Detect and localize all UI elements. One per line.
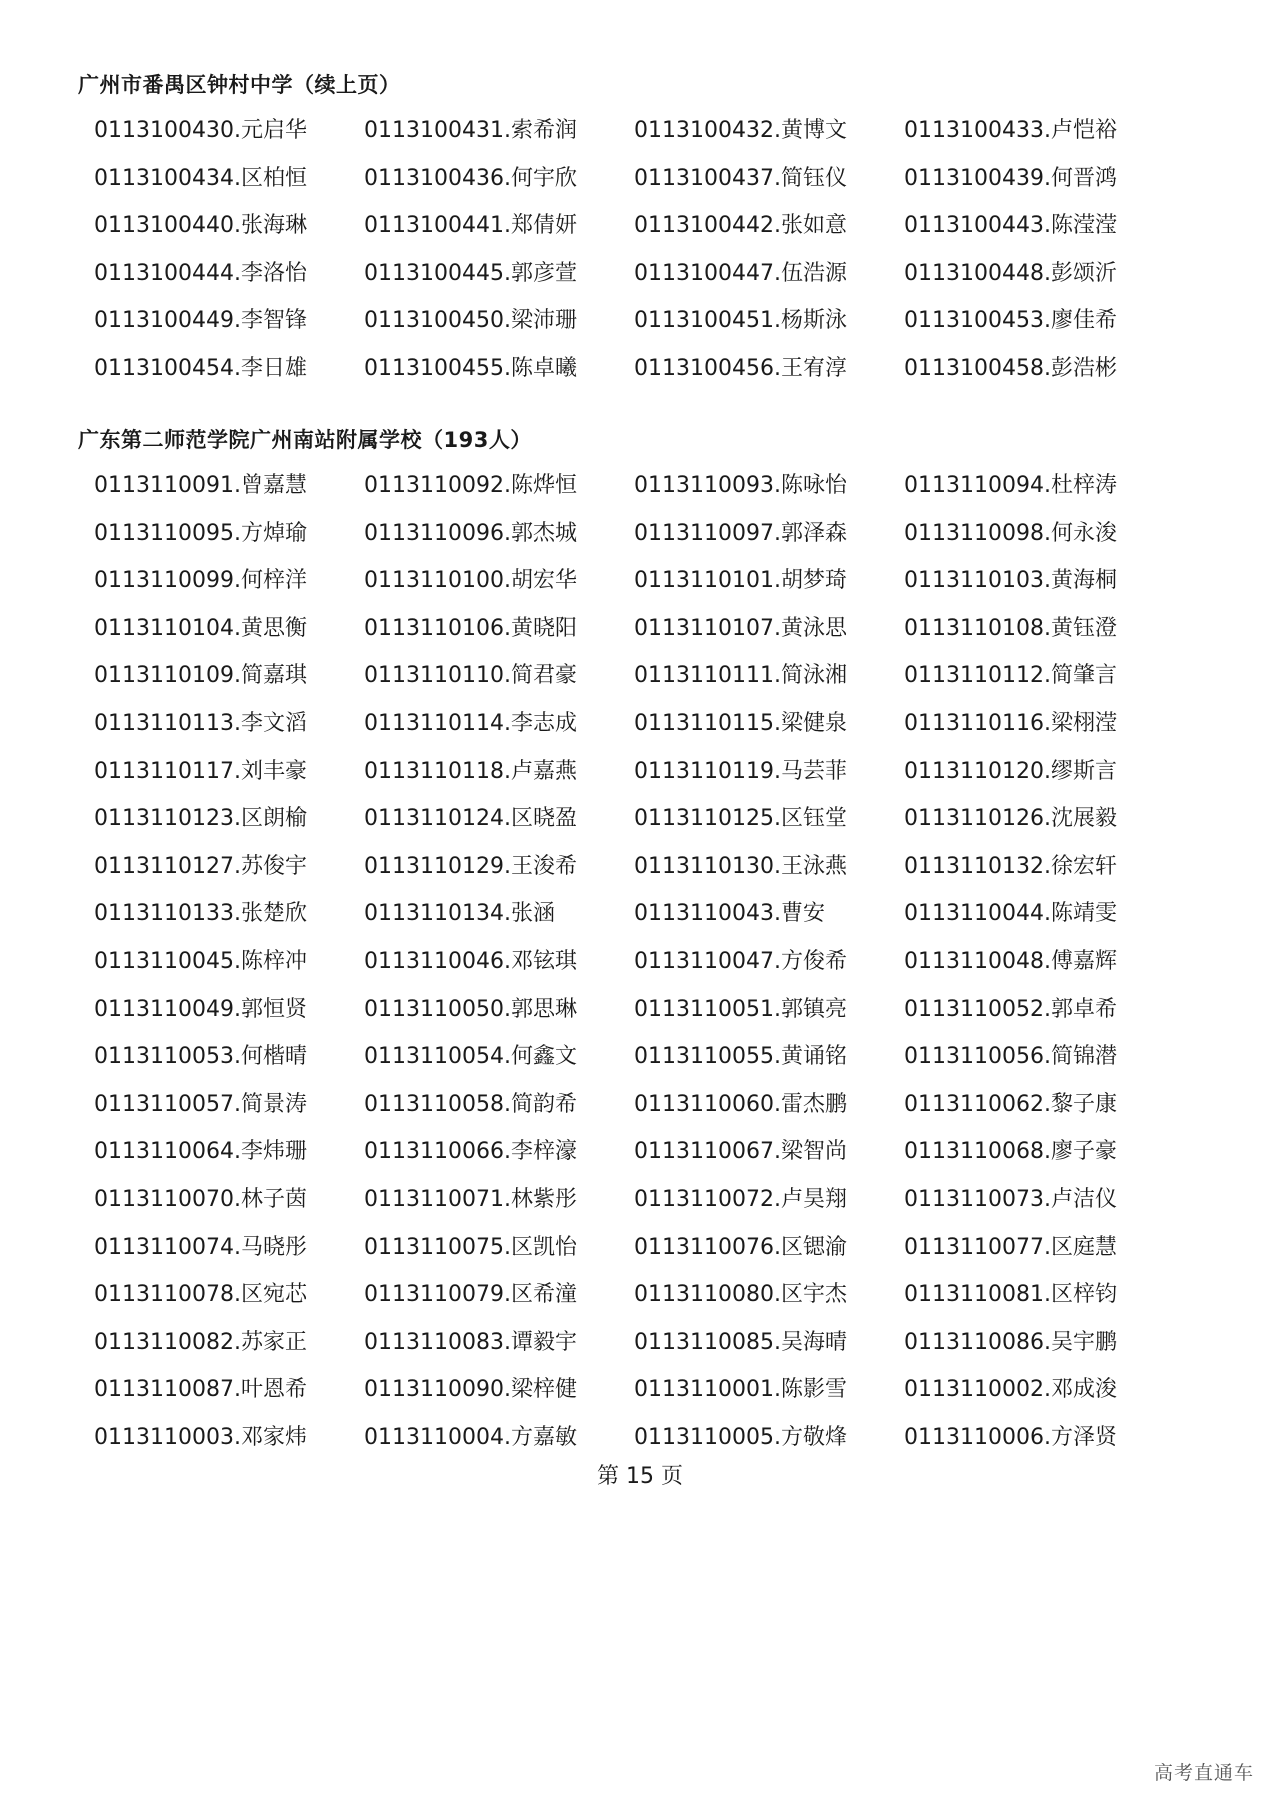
- section-heading: 广州市番禺区钟村中学（续上页）: [78, 73, 401, 97]
- student-entry: 0113110107.黄泳思: [634, 615, 847, 641]
- student-entry: 0113110110.简君豪: [364, 663, 577, 689]
- student-entry: 0113110066.李梓濠: [364, 1139, 577, 1165]
- student-entry: 0113110002.邓成浚: [904, 1377, 1117, 1403]
- student-entry: 0113100436.何宇欣: [364, 165, 577, 191]
- student-entry: 0113110132.徐宏轩: [904, 853, 1117, 879]
- student-entry: 0113110119.马芸菲: [634, 758, 847, 784]
- student-entry: 0113110106.黄晓阳: [364, 615, 577, 641]
- student-entry: 0113110116.梁栩滢: [904, 710, 1117, 736]
- student-entry: 0113110097.郭泽森: [634, 520, 847, 546]
- student-entry: 0113110096.郭杰城: [364, 520, 577, 546]
- student-entry: 0113110099.何梓洋: [94, 568, 307, 594]
- student-entry: 0113110120.缪斯言: [904, 758, 1117, 784]
- student-entry: 0113100448.彭颂沂: [904, 260, 1117, 286]
- student-entry: 0113110058.简韵希: [364, 1091, 577, 1117]
- student-entry: 0113110133.张楚欣: [94, 901, 307, 927]
- student-entry: 0113110108.黄钰澄: [904, 615, 1117, 641]
- student-entry: 0113100430.元启华: [94, 118, 307, 143]
- student-entry: 0113110103.黄海桐: [904, 568, 1117, 594]
- student-entry: 0113110101.胡梦琦: [634, 568, 847, 594]
- student-entry: 0113110125.区钰堂: [634, 806, 847, 832]
- student-entry: 0113110004.方嘉敏: [364, 1424, 577, 1450]
- student-entry: 0113110051.郭镇亮: [634, 996, 847, 1022]
- student-entry: 0113100454.李日雄: [94, 355, 307, 381]
- student-entry: 0113100447.伍浩源: [634, 260, 847, 286]
- student-entry: 0113110055.黄诵铭: [634, 1044, 847, 1070]
- student-entry: 0113100439.何晋鸿: [904, 165, 1117, 191]
- student-entry: 0113110074.马晓彤: [94, 1234, 307, 1260]
- student-entry: 0113110090.梁梓健: [364, 1377, 577, 1403]
- student-entry: 0113110073.卢洁仪: [904, 1186, 1117, 1212]
- student-entry: 0113110083.谭毅宇: [364, 1329, 577, 1355]
- watermark: 高考直通车: [1153, 1762, 1254, 1784]
- student-entry: 0113110095.方焯瑜: [94, 520, 307, 546]
- student-entry: 0113110129.王浚希: [364, 853, 577, 879]
- student-entry: 0113110070.林子茵: [94, 1186, 307, 1212]
- student-entry: 0113100445.郭彦萱: [364, 260, 577, 286]
- student-entry: 0113110113.李文滔: [94, 710, 307, 736]
- student-list: [94, 462, 1198, 1461]
- student-entry: 0113110124.区晓盈: [364, 806, 577, 832]
- student-entry: 0113110054.何鑫文: [364, 1044, 577, 1070]
- student-entry: 0113100444.李洛怡: [94, 260, 307, 286]
- student-entry: 0113100431.索希润: [364, 118, 577, 143]
- student-entry: 0113110082.苏家正: [94, 1329, 307, 1355]
- student-entry: 0113100458.彭浩彬: [904, 355, 1117, 381]
- school-section: [78, 425, 1198, 1461]
- student-entry: 0113110048.傅嘉辉: [904, 948, 1117, 974]
- student-entry: 0113100451.杨斯泳: [634, 308, 847, 334]
- student-entry: 0113110109.简嘉琪: [94, 663, 307, 689]
- student-entry: 0113110043.曹安: [634, 901, 825, 927]
- student-entry: 0113110087.叶恩希: [94, 1377, 307, 1403]
- student-entry: 0113100441.郑倩妍: [364, 213, 577, 239]
- student-entry: 0113110126.沈展毅: [904, 806, 1117, 832]
- student-entry: 0113110077.区庭慧: [904, 1234, 1117, 1260]
- student-entry: 0113110078.区宛芯: [94, 1282, 307, 1308]
- student-entry: 0113100434.区柏恒: [94, 165, 307, 191]
- student-entry: 0113110111.简泳湘: [634, 663, 847, 689]
- student-entry: 0113110046.邓铉琪: [364, 948, 577, 974]
- student-entry: 0113100449.李智锋: [94, 308, 307, 334]
- student-entry: 0113110114.李志成: [364, 710, 577, 736]
- student-entry: 0113110044.陈靖雯: [904, 901, 1117, 927]
- student-entry: 0113110093.陈咏怡: [634, 473, 847, 498]
- student-entry: 0113110071.林紫彤: [364, 1186, 577, 1212]
- student-entry: 0113110075.区凯怡: [364, 1234, 577, 1260]
- student-entry: 0113110086.吴宇鹏: [904, 1329, 1117, 1355]
- student-entry: 0113100453.廖佳希: [904, 308, 1117, 334]
- student-entry: 0113110085.吴海晴: [634, 1329, 847, 1355]
- student-entry: 0113110062.黎子康: [904, 1091, 1117, 1117]
- student-entry: 0113110060.雷杰鹏: [634, 1091, 847, 1117]
- student-entry: 0113110050.郭思琳: [364, 996, 577, 1022]
- student-entry: 0113100437.简钰仪: [634, 165, 847, 191]
- page-number: 第 15 页: [597, 1464, 683, 1489]
- student-entry: 0113110104.黄思衡: [94, 615, 307, 641]
- student-entry: 0113110006.方泽贤: [904, 1424, 1117, 1450]
- student-entry: 0113110056.简锦潜: [904, 1044, 1117, 1070]
- student-entry: 0113100433.卢恺裕: [904, 118, 1117, 143]
- student-entry: 0113110117.刘丰豪: [94, 758, 307, 784]
- student-entry: 0113100455.陈卓曦: [364, 355, 577, 381]
- student-entry: 0113110072.卢昊翔: [634, 1186, 847, 1212]
- student-entry: 0113110079.区希潼: [364, 1282, 577, 1308]
- student-entry: 0113110080.区宇杰: [634, 1282, 847, 1308]
- student-entry: 0113100432.黄博文: [634, 118, 847, 143]
- student-entry: 0113110123.区朗榆: [94, 806, 307, 832]
- student-entry: 0113110067.梁智尚: [634, 1139, 847, 1165]
- student-entry: 0113110003.邓家炜: [94, 1424, 307, 1450]
- student-entry: 0113110127.苏俊宇: [94, 853, 307, 879]
- student-entry: 0113110053.何楷晴: [94, 1044, 307, 1070]
- student-entry: 0113100443.陈滢滢: [904, 213, 1117, 239]
- student-entry: 0113110118.卢嘉燕: [364, 758, 577, 784]
- student-entry: 0113110064.李炜珊: [94, 1139, 307, 1165]
- student-entry: 0113110081.区梓钧: [904, 1282, 1117, 1308]
- student-entry: 0113110076.区锶渝: [634, 1234, 847, 1260]
- school-section: [78, 70, 1198, 393]
- student-entry: 0113110112.简肇言: [904, 663, 1117, 689]
- student-entry: 0113110052.郭卓希: [904, 996, 1117, 1022]
- student-entry: 0113110100.胡宏华: [364, 568, 577, 594]
- student-entry: 0113110098.何永浚: [904, 520, 1117, 546]
- student-entry: 0113110047.方俊希: [634, 948, 847, 974]
- student-entry: 0113110005.方敬烽: [634, 1424, 847, 1450]
- student-entry: 0113110134.张涵: [364, 901, 555, 927]
- student-entry: 0113100442.张如意: [634, 213, 847, 239]
- student-entry: 0113100450.梁沛珊: [364, 308, 577, 334]
- student-entry: 0113110068.廖子豪: [904, 1139, 1117, 1165]
- student-entry: 0113100456.王宥淳: [634, 355, 847, 381]
- student-entry: 0113110045.陈梓冲: [94, 948, 307, 974]
- student-entry: 0113110001.陈影雪: [634, 1377, 847, 1403]
- student-list: [94, 107, 1198, 393]
- student-entry: 0113110049.郭恒贤: [94, 996, 307, 1022]
- student-entry: 0113110091.曾嘉慧: [94, 473, 307, 498]
- section-heading: 广东第二师范学院广州南站附属学校（193人）: [78, 428, 532, 452]
- student-entry: 0113110094.杜梓涛: [904, 473, 1117, 498]
- student-entry: 0113110115.梁健泉: [634, 710, 847, 736]
- student-entry: 0113110092.陈烨恒: [364, 473, 577, 498]
- student-entry: 0113100440.张海琳: [94, 213, 307, 239]
- student-entry: 0113110057.简景涛: [94, 1091, 307, 1117]
- student-entry: 0113110130.王泳燕: [634, 853, 847, 879]
